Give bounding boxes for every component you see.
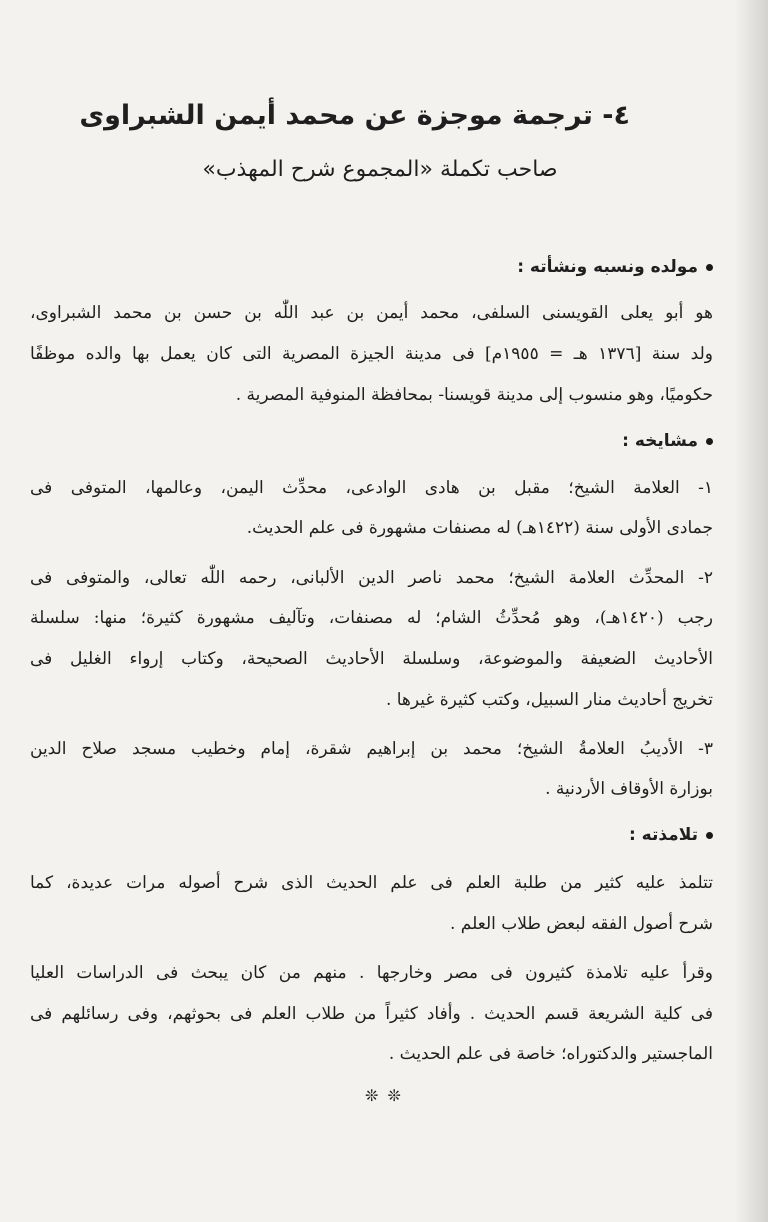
paragraph-line: الماجستير والدكتوراه؛ خاصة فى علم الحديث . (388, 1044, 713, 1064)
paragraph-line: تخريج أحاديث منار السبيل، وكتب كثيرة غيرها . (385, 690, 713, 710)
paragraph-line: بوزارة الأوقاف الأردنية . (545, 779, 713, 799)
paragraph-line: ولد سنة [١٣٧٦ هـ = ١٩٥٥م] فى مدينة الجيزة المصرية التى كان يعمل بها والده موظفًا (30, 344, 713, 364)
section-heading-birth (517, 252, 713, 282)
page-subtitle: صاحب تكملة «المجموع شرح المهذب» (202, 157, 558, 182)
paragraph-line: ٣- الأديبُ العلامةُ الشيخ؛ محمد بن إبراهيم شقرة، إمام وخطيب مسجد صلاح الدين (30, 739, 713, 759)
paragraph-line: رجب (١٤٢٠هـ)، وهو مُحدِّثُ الشام؛ له مصنفات، وتآليف مشهورة كثيرة؛ منها: سلسلة (30, 608, 713, 628)
paragraph-line: ١- العلامة الشيخ؛ مقبل بن هادى الوادعى، محدِّث اليمن، وعالمها، المتوفى فى (30, 478, 714, 498)
bullet-icon (706, 264, 713, 271)
paragraph-line: فى كلية الشريعة قسم الحديث . وأفاد كثيراً من طلاب العلم فى بحوثهم، وفى رسائلهم فى (30, 1004, 713, 1024)
bullet-icon (706, 832, 713, 839)
paragraph-line: الأحاديث الضعيفة والموضوعة، وسلسلة الأحاديث الصحيحة، وكتاب إرواء الغليل فى (30, 649, 713, 669)
paragraph-line: وقرأ عليه تلامذة كثيرون فى مصر وخارجها . منهم من كان يبحث فى الدراسات العليا (30, 963, 713, 983)
paragraph-line: حكوميًا، وهو منسوب إلى مدينة قويسنا- بمحافظة المنوفية المصرية . (235, 385, 713, 405)
section-heading-label: مولده ونسبه ونشأته : (517, 257, 698, 277)
paragraph-line: شرح أصول الفقه لبعض طلاب العلم . (450, 914, 713, 934)
section-heading-teachers (622, 426, 713, 456)
paragraph-line: هو أبو يعلى القويسنى السلفى، محمد أيمن بن عبد اللّٰه بن حسن بن محمد الشبراوى، (30, 303, 713, 323)
page-title: ٤- ترجمة موجزة عن محمد أيمن الشبراوى (79, 100, 630, 131)
page-edge-shadow (734, 0, 768, 1222)
paragraph-line: جمادى الأولى سنة (١٤٢٢هـ) له مصنفات مشهورة فى علم الحديث. (246, 518, 713, 538)
section-heading-students (629, 820, 713, 850)
paragraph-line: ٢- المحدِّث العلامة الشيخ؛ محمد ناصر الدين الألبانى، رحمه اللّٰه تعالى، والمتوفى فى (30, 568, 713, 588)
paragraph-line: تتلمذ عليه كثير من طلبة العلم فى علم الحديث الذى شرح أصوله مرات عديدة، كما (30, 873, 713, 893)
section-heading-label: تلامذته : (628, 825, 698, 845)
bullet-icon (706, 438, 713, 445)
section-heading-label: مشايخه : (622, 431, 698, 451)
section-separator: ❊ ❊ (365, 1086, 403, 1105)
